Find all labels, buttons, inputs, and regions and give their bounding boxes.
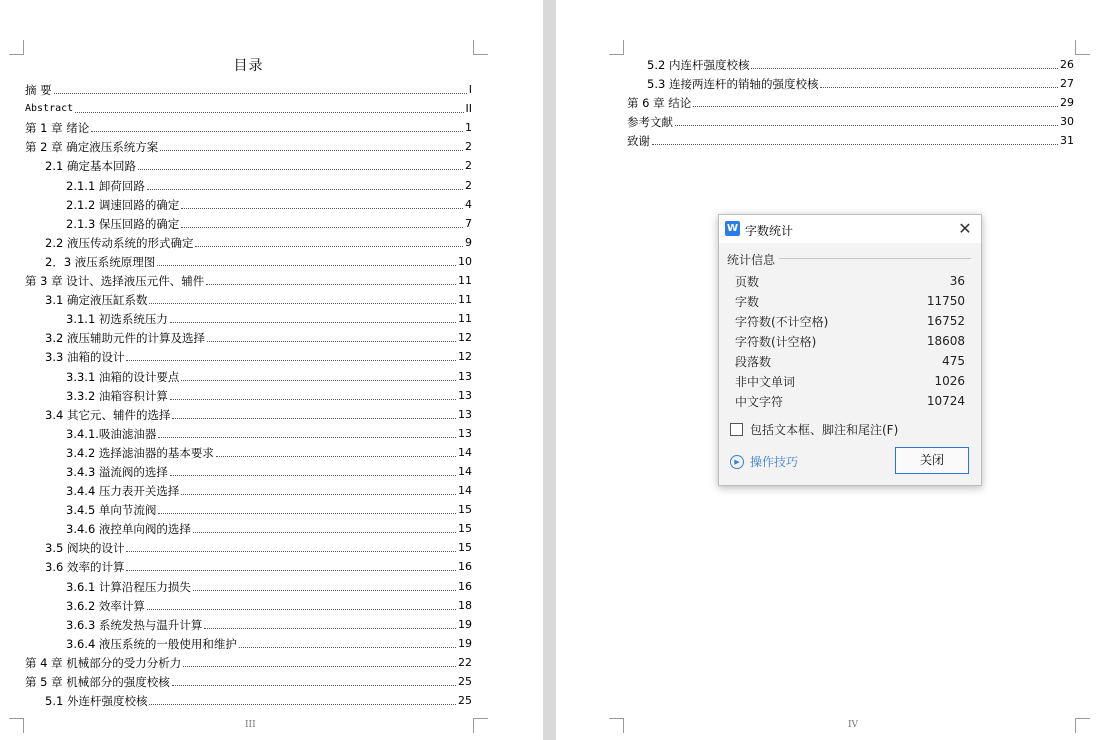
toc-leader [172,684,456,686]
toc-leader [207,340,456,342]
toc-entry-page: 13 [458,407,472,421]
toc-entry-page: 13 [458,369,472,383]
toc-leader [183,665,456,667]
toc-entry-label: 3.6.1 计算沿程压力损失 [66,579,191,594]
stat-label: 中文字符 [735,394,784,409]
toc-entry-page: 2 [465,159,472,173]
stat-row [735,371,965,391]
toc-leader [149,302,456,304]
toc-leader [693,105,1058,107]
toc-entry[interactable] [0,555,472,574]
toc-entry-page: 14 [458,484,472,498]
toc-leader [206,283,456,285]
toc-entry[interactable] [0,651,472,670]
toc-entry[interactable] [0,307,472,326]
toc-entry-page: 16 [458,579,472,593]
toc-entry-page: 4 [465,197,472,211]
toc-entry-page: 11 [458,293,472,307]
toc-leader [126,359,456,361]
toc-entry-label: 3.2 液压辅助元件的计算及选择 [45,331,205,346]
toc-entry-label: 3.1 确定液压缸系数 [45,293,148,308]
toc-entry-label: 3.3 油箱的设计 [45,350,125,365]
toc-entry[interactable] [556,53,1074,72]
stat-row [735,311,965,331]
toc-entry-label: 2.1.1 卸荷回路 [66,178,145,193]
toc-entry[interactable] [0,689,472,708]
page-footer-number: III [245,720,256,730]
toc-leader [91,130,463,132]
stat-value: 11750 [926,294,965,308]
toc-entry-page: 14 [458,445,472,459]
toc-entry-page: I [468,83,472,97]
toc-entry-page: 10 [458,254,472,268]
operation-tips-link[interactable] [730,453,798,470]
toc-entry-page: 29 [1060,96,1074,110]
toc-entry[interactable] [556,91,1074,110]
crop-mark [1075,718,1090,733]
toc-leader [126,569,456,571]
toc-leader [239,646,456,648]
stat-value: 16752 [926,314,965,328]
toc-entry-page: 7 [465,216,472,230]
stat-row [735,391,965,411]
stat-label: 字数 [735,294,760,309]
toc-entry-label: 3.6.2 效率计算 [66,598,145,613]
toc-entry-label: 参考文献 [627,115,673,130]
toc-entry[interactable] [0,212,472,231]
toc-entry[interactable] [0,269,472,288]
word-count-dialog [718,214,982,486]
wps-writer-icon: W [726,223,739,234]
toc-entry-page: 2 [465,178,472,192]
toc-leader [172,417,456,419]
toc-leader [181,379,456,381]
toc-list-left [0,78,543,708]
crop-mark [473,718,488,733]
toc-entry[interactable] [0,288,472,307]
toc-entry[interactable] [0,384,472,403]
stat-value: 1026 [934,374,965,388]
toc-entry-label: 3.6.3 系统发热与温升计算 [66,617,203,632]
checkbox-label: 包括文本框、脚注和尾注(F) [750,423,899,437]
stat-label: 字符数(不计空格) [735,314,829,329]
toc-entry-page: 25 [458,694,472,708]
toc-leader [54,92,467,94]
stat-value: 36 [949,274,965,288]
toc-entry[interactable] [0,574,472,593]
toc-entry[interactable] [0,632,472,651]
toc-leader [149,703,456,705]
toc-entry-label: 3.4.2 选择滤油器的基本要求 [66,445,214,460]
toc-entry-label: 3.4.3 溢流阀的选择 [66,464,168,479]
toc-leader [138,168,463,170]
toc-entry[interactable] [0,173,472,192]
include-textbox-footnote-option[interactable] [730,421,898,438]
toc-entry-page: 22 [458,655,472,669]
crop-mark [9,718,24,733]
toc-leader [158,436,456,438]
toc-entry[interactable] [556,110,1074,129]
toc-entry-label: 3.5 阀块的设计 [45,541,125,556]
toc-entry[interactable] [0,670,472,689]
tips-label: 操作技巧 [750,455,799,469]
toc-entry-page: 19 [458,617,472,631]
toc-entry-label: 第 1 章 绪论 [25,121,90,136]
toc-entry-label: 3.4.5 单向节流阀 [66,503,157,518]
toc-entry-page: 13 [458,426,472,440]
stat-label: 页数 [735,274,760,289]
toc-entry[interactable] [0,135,472,154]
toc-entry-page: 31 [1060,134,1074,148]
toc-entry-label: 3.3.2 油箱容积计算 [66,388,168,403]
toc-entry[interactable] [0,250,472,269]
stat-value: 475 [942,354,965,368]
stat-row [735,291,965,311]
include-textbox-checkbox[interactable] [730,423,743,436]
toc-entry[interactable] [0,517,472,536]
stat-label: 非中文单词 [735,374,796,389]
toc-entry-page: 19 [458,636,472,650]
toc-entry[interactable] [0,78,472,97]
toc-entry-page: 1 [465,121,472,135]
crop-mark [9,40,24,55]
stat-row [735,331,965,351]
crop-mark [609,718,624,733]
toc-entry-page: 26 [1060,58,1074,72]
toc-entry-label: 2.1.2 调速回路的确定 [66,197,180,212]
toc-leader [181,226,463,228]
toc-entry-label: 5.2 内连杆强度校核 [647,58,750,73]
toc-entry-label: 3.6.4 液压系统的一般使用和维护 [66,636,237,651]
toc-entry[interactable] [0,479,472,498]
toc-entry-label: 5.3 连接两连杆的销轴的强度校核 [647,77,819,92]
toc-entry[interactable] [0,345,472,364]
close-button[interactable]: 关闭 [895,447,969,474]
toc-entry-label: 2.1.3 保压回路的确定 [66,216,180,231]
toc-entry[interactable] [0,97,472,116]
toc-entry-page: 27 [1060,77,1074,91]
section-divider [779,258,971,259]
toc-leader [193,589,456,591]
play-circle-icon: ▶ [730,455,744,469]
toc-leader [181,207,463,209]
toc-entry-label: 3.6 效率的计算 [45,560,125,575]
toc-entry[interactable] [0,594,472,613]
toc-entry-page: 15 [458,503,472,517]
toc-entry-label: 第 6 章 结论 [627,96,692,111]
toc-entry-label: 3.1.1 初选系统压力 [66,312,168,327]
toc-entry-label: 第 5 章 机械部分的强度校核 [25,675,170,689]
toc-entry-page: 2 [465,140,472,154]
toc-entry-page: 11 [458,274,472,288]
dialog-title-bar[interactable] [719,215,981,243]
stat-label: 段落数 [735,354,772,369]
toc-entry-label: 3.4.6 液控单向阀的选择 [66,522,191,537]
toc-entry-label: 致谢 [627,134,650,149]
toc-leader [157,264,456,266]
toc-leader [147,608,456,610]
toc-leader [147,188,463,190]
toc-entry-page: 25 [458,675,472,688]
toc-leader [170,398,456,400]
dialog-title: 字数统计 [745,224,794,238]
toc-entry[interactable] [0,326,472,345]
stat-row [735,351,965,371]
toc-entry[interactable] [0,116,472,135]
toc-entry[interactable] [0,193,472,212]
toc-entry-page: 18 [458,598,472,612]
toc-entry-page: 15 [458,522,472,536]
page-footer-number: IV [848,720,859,730]
toc-entry-label: 3.4.1.吸油滤油器 [66,426,157,441]
toc-leader [75,111,463,113]
toc-entry[interactable] [556,72,1074,91]
toc-entry-page: 11 [458,312,472,326]
toc-entry[interactable] [0,364,472,383]
stat-label: 字符数(计空格) [735,334,817,349]
toc-entry-page: II [465,102,472,116]
toc-entry-page: 12 [458,350,472,364]
toc-entry-label: 3.3.1 油箱的设计要点 [66,369,180,384]
toc-list-right [556,53,1103,148]
toc-leader [170,321,456,323]
toc-leader [193,531,456,533]
toc-leader [158,512,456,514]
toc-leader [216,455,456,457]
toc-entry-page: 16 [458,560,472,574]
toc-leader [170,474,456,476]
toc-entry-label: 5.1 外连杆强度校核 [45,694,148,709]
toc-leader [652,143,1058,145]
toc-entry-page: 30 [1060,115,1074,129]
page-gutter [543,0,556,740]
toc-title: 目录 [233,58,264,74]
toc-entry-page: 9 [465,235,472,249]
toc-entry-label: 2.2 液压传动系统的形式确定 [45,235,194,250]
toc-entry-label: 第 2 章 确定液压系统方案 [25,140,159,155]
toc-entry[interactable] [0,403,472,422]
close-icon[interactable]: ✕ [958,219,972,238]
stat-row [735,271,965,291]
toc-entry-page: 13 [458,388,472,402]
toc-leader [181,493,456,495]
toc-entry-label: 第 4 章 机械部分的受力分析力 [25,655,182,670]
toc-entry[interactable] [0,498,472,517]
toc-leader [160,149,463,151]
stats-section-header: 统计信息 [727,253,776,267]
toc-entry-page: 12 [458,331,472,345]
document-page-left [0,0,543,740]
stat-value: 10724 [926,394,965,408]
stat-value: 18608 [926,334,965,348]
toc-leader [820,86,1058,88]
toc-entry-label: 3.4 其它元、辅件的选择 [45,407,171,422]
toc-entry-label: Abstract [25,103,74,115]
toc-leader [204,627,456,629]
toc-leader [751,67,1058,69]
toc-leader [126,550,456,552]
toc-leader [675,124,1058,126]
toc-entry-page: 15 [458,541,472,555]
toc-entry[interactable] [0,441,472,460]
toc-entry[interactable] [0,460,472,479]
toc-entry[interactable] [556,129,1074,148]
toc-entry-label: 第 3 章 设计、选择液压元件、辅件 [25,274,205,289]
toc-entry[interactable] [0,154,472,173]
toc-entry[interactable] [0,613,472,632]
toc-entry-page: 14 [458,464,472,478]
crop-mark [473,40,488,55]
toc-leader [195,245,463,247]
toc-entry[interactable] [0,536,472,555]
stats-list [735,271,965,411]
toc-entry[interactable] [0,231,472,250]
toc-entry-label: 2．3 液压系统原理图 [45,254,156,269]
toc-entry-label: 3.4.4 压力表开关选择 [66,484,180,499]
toc-entry[interactable] [0,422,472,441]
toc-entry-label: 摘 要 [25,83,52,98]
toc-entry-label: 2.1 确定基本回路 [45,159,136,174]
